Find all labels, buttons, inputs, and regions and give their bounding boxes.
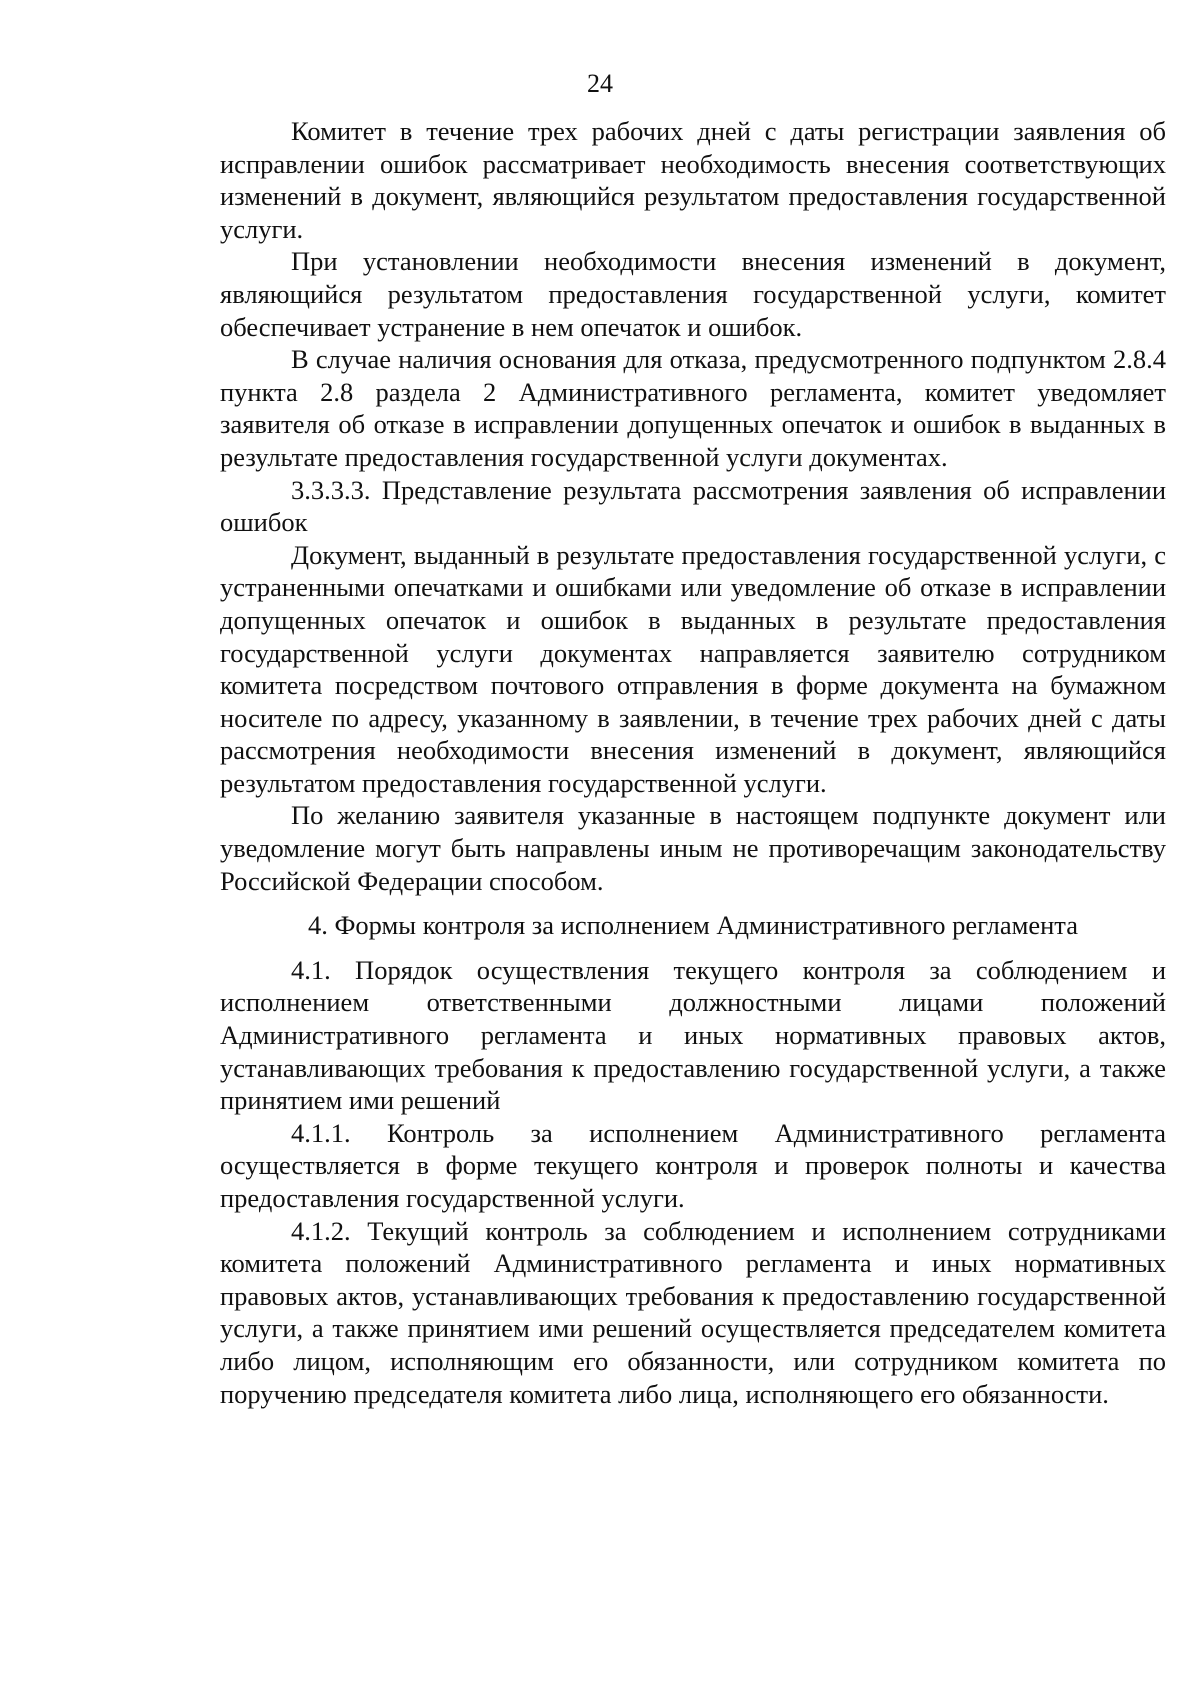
page-number: 24 [587,69,613,98]
section-heading: 4. Формы контроля за исполнением Административного регламента [308,910,1078,941]
paragraph: 4.1.2. Текущий контроль за соблюдением и исполнением сотрудниками комитета положений Административного регламента и иных нормативных правовых актов, устанавливающих требования к предоставлению государственной услуги, а также принятием ими решений осуществляется председателем комитета либо лицом, исполняющим его обязанности, или сотрудником комитета по поручению председателя комитета либо лица, исполняющего его обязанности. [220,1215,1166,1409]
paragraph: 4.1. Порядок осуществления текущего контроля за соблюдением и исполнением ответственными должностными лицами положений Административного регламента и иных нормативных правовых актов, устанавливающих требования к предоставлению государственной услуги, а также принятием ими решений [220,954,1166,1116]
subsection-heading: 3.3.3.3. Представление результата рассмотрения заявления об исправлении ошибок [220,474,1166,538]
paragraph: 4.1.1. Контроль за исполнением Административного регламента осуществляется в форме текущего контроля и проверок полноты и качества предоставления государственной услуги. [220,1117,1166,1213]
paragraph: В случае наличия основания для отказа, предусмотренного подпунктом 2.8.4 пункта 2.8 раздела 2 Административного регламента, комитет уведомляет заявителя об отказе в исправлении допущенных опечаток и ошибок в выданных в результате предоставления государственной услуги документах. [220,344,1166,472]
paragraph: По желанию заявителя указанные в настоящем подпункте документ или уведомление могут быть направлены иным не противоречащим законодательству Российской Федерации способом. [220,800,1166,896]
paragraph: При установлении необходимости внесения изменений в документ, являющийся результатом предоставления государственной услуги, комитет обеспечивает устранение в нем опечаток и ошибок. [220,246,1166,342]
paragraph: Документ, выданный в результате предоставления государственной услуги, с устраненными опечатками и ошибками или уведомление об отказе в исправлении допущенных опечаток и ошибок в выданных в результате предоставления государственной услуги документах направляется заявителю сотрудником комитета посредством почтового отправления в форме документа на бумажном носителе по адресу, указанному в заявлении, в течение трех рабочих дней с даты рассмотрения необходимости внесения изменений в документ, являющийся результатом предоставления государственной услуги. [220,539,1166,798]
paragraph: Комитет в течение трех рабочих дней с даты регистрации заявления об исправлении ошибок рассматривает необходимость внесения соответствующих изменений в документ, являющийся результатом предоставления государственной услуги. [220,116,1166,244]
document-body [220,115,1166,1410]
